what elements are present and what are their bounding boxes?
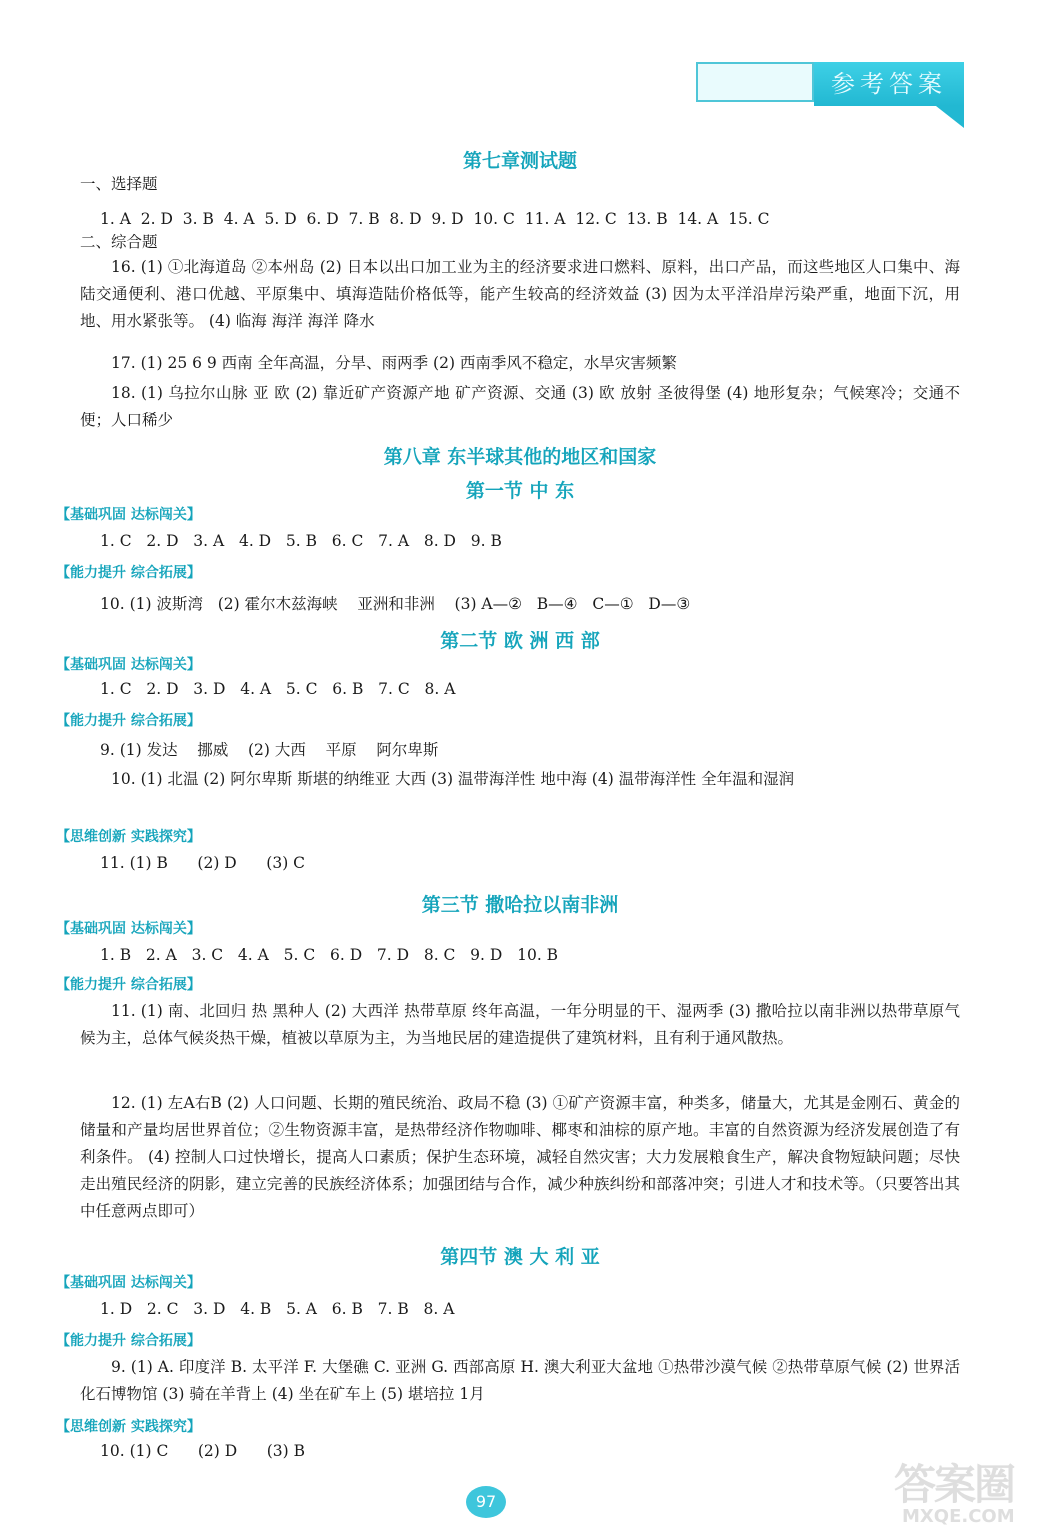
section4-title: 第四节 澳 大 利 亚 xyxy=(440,1246,600,1268)
answer-header-badge xyxy=(696,62,966,132)
s1-q10: 10. (1) 波斯湾 (2) 霍尔木兹海峡 亚洲和非洲 (3) A—② B—④ C—① D—③ xyxy=(100,595,691,613)
s2-mc-answers: 1. C 2. D 3. D 4. A 5. C 6. B 7. C 8. A xyxy=(100,680,456,698)
ch7-mc-answers: 1. A 2. D 3. B 4. A 5. D 6. D 7. B 8. D 9. D 10. C 11. A 12. C 13. B 14. A 15. C xyxy=(100,210,770,228)
badge-tail xyxy=(936,106,964,128)
tag-basic-s2: 【基础巩固 达标闯关】 xyxy=(56,657,201,673)
tag-think-s4: 【思维创新 实践探究】 xyxy=(56,1419,201,1435)
s4-q9: 9. (1) A. 印度洋 B. 太平洋 F. 大堡礁 C. 亚洲 G. 西部高原 H. 澳大利亚大盆地 ①热带沙漠气候 ②热带草原气候 (2) 世界活化石博物馆 (3) 骑在羊背上 (4) 坐在矿车上 (5) 堪培拉 1月 xyxy=(80,1358,960,1403)
s3-q11: 11. (1) 南、北回归 热 黑种人 (2) 大西洋 热带草原 终年高温，一年分明显的干、湿两季 (3) 撒哈拉以南非洲以热带草原气候为主，总体气候炎热干燥，植被以草原为主，为当地民居的建造提供了建筑材料，且有利于通风散热。 xyxy=(80,1002,960,1047)
ch7-q18: 18. (1) 乌拉尔山脉 亚 欧 (2) 靠近矿产资源产地 矿产资源、交通 (3) 欧 放射 圣彼得堡 (4) 地形复杂；气候寒冷；交通不便；人口稀少 xyxy=(80,384,960,429)
tag-ability-s4: 【能力提升 综合拓展】 xyxy=(56,1333,201,1349)
tag-think-s2: 【思维创新 实践探究】 xyxy=(56,829,201,845)
s4-q10: 10. (1) C (2) D (3) B xyxy=(100,1442,306,1460)
s1-mc-answers: 1. C 2. D 3. A 4. D 5. B 6. C 7. A 8. D 9. B xyxy=(100,532,502,550)
badge-blank-box xyxy=(696,62,814,102)
s2-q9: 9. (1) 发达 挪威 (2) 大西 平原 阿尔卑斯 xyxy=(100,741,439,759)
section2-title: 第二节 欧 洲 西 部 xyxy=(440,630,600,652)
ch7-q17: 17. (1) 25 6 9 西南 全年高温，分旱、雨两季 (2) 西南季风不稳定，水旱灾害频繁 xyxy=(111,354,677,372)
tag-basic-s4: 【基础巩固 达标闯关】 xyxy=(56,1275,201,1291)
s3-mc-answers: 1. B 2. A 3. C 4. A 5. C 6. D 7. D 8. C 9. D 10. B xyxy=(100,946,559,964)
ch7-q16: 16. (1) ①北海道岛 ②本州岛 (2) 日本以出口加工业为主的经济要求进口燃料、原料，出口产品，而这些地区人口集中、海陆交通便利、港口优越、平原集中、填海造陆价格低等，能产生较高的经济效益 (3) 因为太平洋沿岸污染严重，地面下沉，用地、用水紧张等。 (4) 临海 海洋 海洋 降水 xyxy=(80,258,960,330)
watermark-line1: 答案圈 xyxy=(894,1460,1015,1509)
tag-ability-s3: 【能力提升 综合拓展】 xyxy=(56,977,201,993)
page-number: 97 xyxy=(466,1486,506,1518)
chapter7-title: 第七章测试题 xyxy=(462,150,577,172)
chapter8-title: 第八章 东半球其他的地区和国家 xyxy=(383,446,657,468)
section1-title: 第一节 中 东 xyxy=(465,480,575,502)
watermark-line2: MXQE.COM xyxy=(902,1506,1015,1527)
badge-label: 参考答案 xyxy=(814,62,964,106)
tag-basic-s1: 【基础巩固 达标闯关】 xyxy=(56,507,201,523)
section3-title: 第三节 撒哈拉以南非洲 xyxy=(421,894,619,916)
s3-q12: 12. (1) 左A右B (2) 人口问题、长期的殖民统治、政局不稳 (3) ①矿产资源丰富，种类多，储量大，尤其是金刚石、黄金的储量和产量均居世界首位；②生物资源丰富，是热带经济作物咖啡、椰枣和油棕的原产地。丰富的自然资源为经济发展创造了有利条件。 (4) 控制人口过快增长，提高人口素质；保护生态环境，减轻自然灾害；大力发展粮食生产，解决食物短缺问题；尽快走出殖民经济的阴影，建立完善的民族经济体系；加强团结与合作，减少种族纠纷和部落冲突；引进人才和技术等。（只要答出其中任意两点即可） xyxy=(80,1094,960,1220)
tag-basic-s3: 【基础巩固 达标闯关】 xyxy=(56,921,201,937)
s4-mc-answers: 1. D 2. C 3. D 4. B 5. A 6. B 7. B 8. A xyxy=(100,1300,455,1318)
part2-heading: 二、综合题 xyxy=(80,233,158,251)
tag-ability-s1: 【能力提升 综合拓展】 xyxy=(56,565,201,581)
watermark-logo xyxy=(894,1452,1034,1532)
s2-q10: 10. (1) 北温 (2) 阿尔卑斯 斯堪的纳维亚 大西 (3) 温带海洋性 地中海 (4) 温带海洋性 全年温和湿润 xyxy=(111,770,795,788)
tag-ability-s2: 【能力提升 综合拓展】 xyxy=(56,713,201,729)
part1-heading: 一、选择题 xyxy=(80,175,158,193)
s2-q11: 11. (1) B (2) D (3) C xyxy=(100,854,306,872)
